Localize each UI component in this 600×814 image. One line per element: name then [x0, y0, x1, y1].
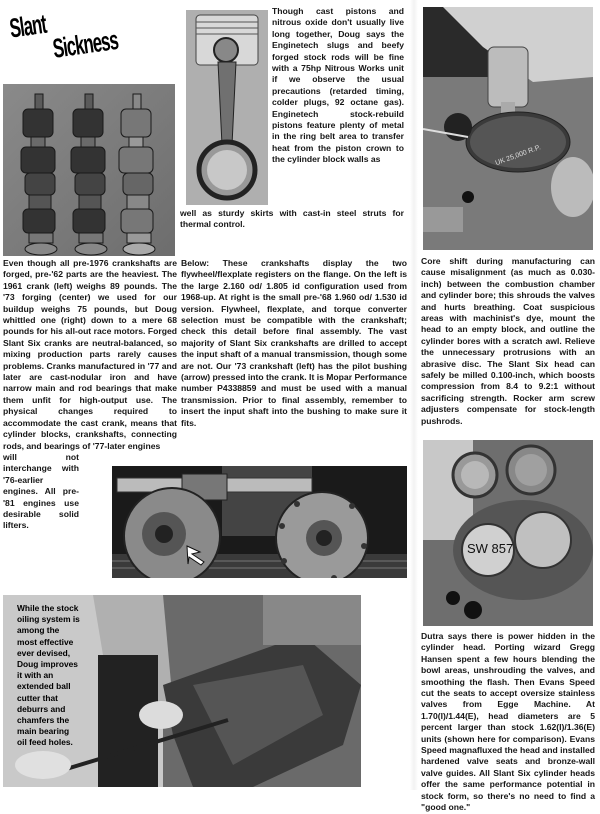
- core-shift-caption: Core shift during manufacturing can cause misalignment (as much as 0.030-inch) between the combustion chamber and cylinder bore; this shrouds the valves and hurts breathing. Coat suspicious areas with machinist's dye, mount the head to an empty block, and outline the cylinder bores with a scratch awl. Relieve the unnecessary protrusions with an abrasive disc. The Slant Six head can safely be milled 0.100-inch, which boosts compression from 8.4 to 9.2:1 without sacrificing strength. Rocker arm screw adjusters compensate for stock-length pushrods.: [421, 256, 595, 426]
- flywheel-register-caption: Below: These crankshafts display the two flywheel/flexplate registers on the flange. On the left is the large 2.160 od/ 1.805 id configuration used from 1968-up. At right is the small pre-'68 1.960 od/ 1.530 id version. Flywheel, flexplate, and torque converter selection must be compatible with the crankshaft; check this detail before final assembly. The vast majority of Slant Six crankshafts are drilled to accept the input shaft of a manual transmission, though some are not. Our '73 crankshaft (left) has the pilot bushing (arrow) pressed into the crank. It is Mopar Performance number P4338859 and must be used with a manual transmission. Prior to final assembly, remember to insert the input shaft into the bushing to make sure it fits.: [181, 258, 407, 428]
- flywheel-registers-image-icon: [112, 466, 407, 578]
- oiling-system-caption: While the stock oiling system is among the most effective ever devised, Doug improves it with an extended ball cutter that deburrs and chamfers the main bearing oil feed holes.: [17, 603, 80, 748]
- article-title: [6, 0, 154, 71]
- title-line-1: Slant: [7, 8, 48, 44]
- crankshafts-caption: Even though all pre-1976 crankshafts are forged, pre-'62 parts are the heaviest. The 1961 crank (left) weighs 89 pounds. The '73 forging (center) we used for our buildup weighs 75 pounds, but Doug whittled one (right) down to a mere 68 pounds for his all-out race motors. Forged Slant Six cranks are neutral-balanced, so mixing production parts rarely causes problems. Cranks manufactured in '77 and later are cast-nodular iron and have narrow main and rod bearings that make them unfit for high-output use. The physical changes required to accommodate the cast crank, means that cylinder blocks, crankshafts, connecting rods, and bearings of '77-later engines: [3, 258, 177, 451]
- piston-rod-photo: [186, 10, 268, 205]
- crankshafts-caption-tail: will not interchange with '76-earlier engines. All pre-'81 engines use desirable solid lifters.: [3, 452, 79, 531]
- disc-label: UK 25,000 R.P.: [494, 144, 542, 168]
- crankshafts-image-icon: [3, 84, 175, 256]
- valves-image-icon: [423, 440, 593, 626]
- cylinder-head-caption: Dutra says there is power hidden in the cylinder head. Porting wizard Gregg Hansen spent a few hours blending the bowl areas, unshrouding the valves, and smoothing the flash. Then Evans Speed cut the seats to accept oversize stainless valves from Egge Machine. At 1.70(I)/1.44(E), head diameters are 5 percent larger than stock 1.62(I)/1.36(E) units (shown here for comparison). Evans Speed magnafluxed the head and installed hardened valve seats and bronze-wall valve guides. All Slant Six cylinder heads offer the same performance potential in stock form, so there's no need to find a "good one.": [421, 631, 595, 813]
- valve-label: SW 857: [467, 541, 514, 556]
- title-line-2: Sickness: [50, 24, 120, 64]
- flywheel-registers-photo: [112, 466, 407, 578]
- abrasive-disc-photo: [423, 7, 593, 250]
- page-gutter: [410, 0, 418, 790]
- abrasive-disc-image-icon: [423, 7, 593, 250]
- piston-rod-image-icon: [186, 10, 268, 205]
- valves-photo: [423, 440, 593, 626]
- pistons-caption-tail: well as sturdy skirts with cast-in steel struts for thermal control.: [180, 208, 404, 230]
- pistons-caption: Though cast pistons and nitrous oxide don't usually live long together, Doug says the Enginetech slugs and beefy forged stock rods will be fine with a 75hp Nitrous Works unit if we observe the usual precautions (retarded timing, colder plugs, 92 octane gas). Enginetech stock-rebuild pistons feature plenty of metal in the ring belt area to transfer heat from the piston crown to the cylinder block walls as: [272, 6, 404, 165]
- crankshafts-photo: [3, 84, 175, 256]
